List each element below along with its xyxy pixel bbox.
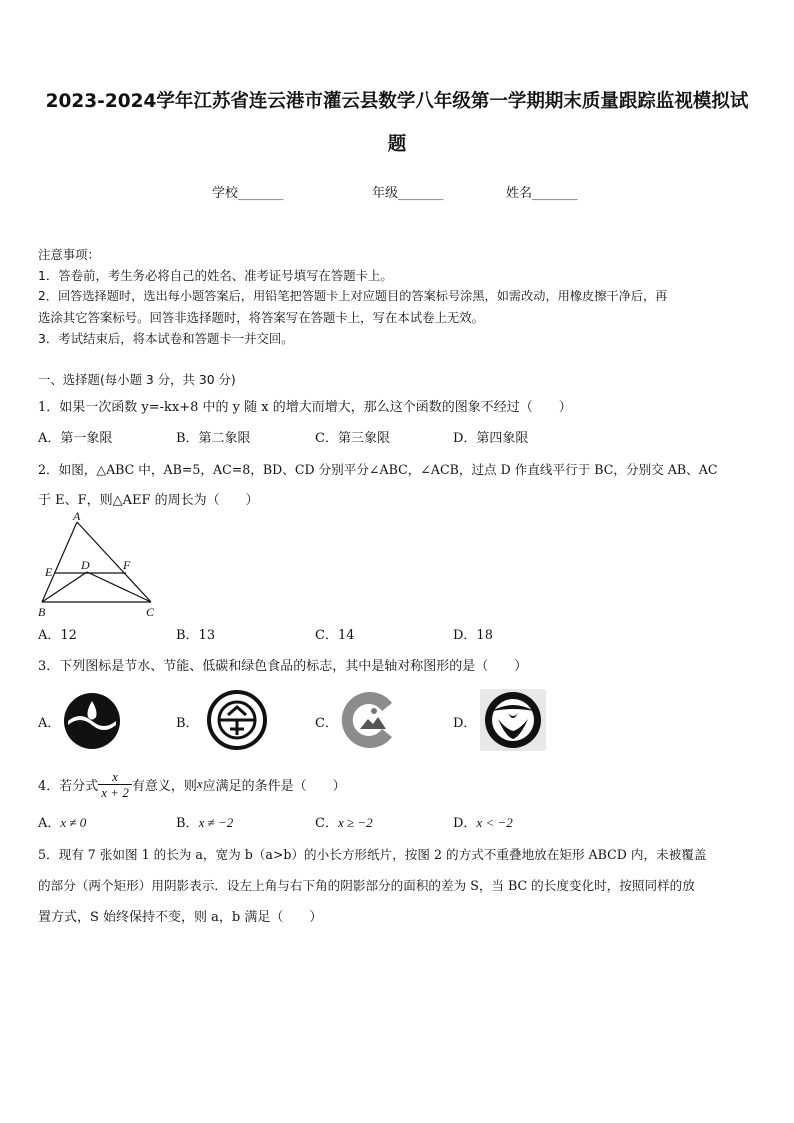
question-4-stem: [38, 764, 346, 804]
q4-option-a-expr: x ≠ 0: [60, 815, 87, 830]
low-carbon-logo-icon: [340, 689, 402, 751]
q1-option-b: B．第二象限: [176, 431, 251, 446]
q4-option-b: [176, 812, 233, 831]
q4-variable: x: [196, 776, 203, 791]
q2-option-d: D．18: [453, 628, 493, 643]
page-title-line2: 题: [387, 134, 407, 155]
school-field: 学校_______: [212, 186, 284, 201]
label-b: B: [38, 605, 46, 619]
q4-option-b-expr: x ≠ −2: [198, 815, 234, 830]
q4-option-b-label: B．: [176, 816, 199, 831]
q4-fraction: [98, 769, 132, 800]
q2-option-b: B．13: [176, 628, 216, 643]
label-a: A: [73, 509, 81, 523]
q2-option-a: A．12: [38, 628, 77, 643]
q4-option-c: [315, 812, 373, 831]
q3-option-c-label: C．: [315, 716, 338, 731]
question-5-line2: 的部分（两个矩形）用阴影表示．设左上角与右下角的阴影部分的面积的差为 S，当 BC 的长度变化时，按照同样的放: [38, 878, 695, 893]
q4-stem-prefix: 4．若分式: [38, 778, 99, 794]
question-5-line1: 5．现有 7 张如图 1 的长为 a，宽为 b（a>b）的小长方形纸片，按图 2 的方式不重叠地放在矩形 ABCD 内，未被覆盖: [38, 847, 707, 862]
q4-stem-end: 应满足的条件是（ ）: [202, 778, 346, 794]
q4-option-c-expr: x ≥ −2: [337, 815, 373, 830]
page-title-line1: 2023-2024学年江苏省连云港市灌云县数学八年级第一学期期末质量跟踪监视模拟试: [45, 91, 749, 112]
segment-cd: [87, 572, 151, 602]
energy-saving-logo-icon: [206, 689, 268, 751]
q4-option-d-expr: x < −2: [476, 815, 513, 830]
q3-option-a-label: A．: [38, 716, 61, 731]
q4-option-c-label: C．: [315, 816, 338, 831]
q1-option-d: D．第四象限: [453, 431, 529, 446]
q1-option-a: A．第一象限: [38, 431, 113, 446]
q4-option-d-label: D．: [453, 816, 477, 831]
q4-stem-suffix: 有意义，则: [131, 778, 197, 794]
q3-option-d-label: D．: [453, 716, 477, 731]
question-2-stem-line1: 2．如图，△ABC 中，AB=5，AC=8，BD、CD 分别平分∠ABC，∠ACB，过点 D 作直线平行于 BC，分别交 AB、AC: [38, 462, 718, 477]
q3-option-b-label: B．: [176, 716, 199, 731]
section-heading: 一、选择题(每小题 3 分，共 30 分): [38, 372, 236, 387]
label-f: F: [123, 558, 131, 572]
question-5-line3: 置方式，S 始终保持不变，则 a，b 满足（ ）: [38, 910, 323, 925]
q4-fraction-numerator: x: [112, 768, 118, 784]
label-d: D: [81, 558, 90, 572]
notes-item-2a: 2．回答选择题时，选出每小题答案后，用铅笔把答题卡上对应题目的答案标号涂黑，如需改动，用橡皮擦干净后，再: [38, 289, 668, 303]
notes-heading: 注意事项：: [38, 247, 100, 262]
q1-option-c: C．第三象限: [315, 431, 390, 446]
water-saving-logo-icon: [62, 691, 122, 751]
triangle-figure: [30, 510, 190, 620]
notes-item-1: 1．答卷前，考生务必将自己的姓名、准考证号填写在答题卡上。: [38, 268, 393, 283]
q4-fraction-denominator: x + 2: [98, 784, 132, 800]
question-1-stem: 1．如果一次函数 y=-kx+8 中的 y 随 x 的增大而增大，那么这个函数的图象不经过（ ）: [38, 400, 572, 415]
name-field: 姓名_______: [506, 186, 578, 201]
q4-option-a: [38, 812, 86, 831]
question-2-stem-line2: 于 E、F，则△AEF 的周长为（ ）: [38, 493, 259, 508]
q4-option-d: [453, 812, 513, 831]
question-3-stem: 3．下列图标是节水、节能、低碳和绿色食品的标志，其中是轴对称图形的是（ ）: [38, 659, 528, 674]
green-food-logo-icon: [480, 689, 546, 751]
label-e: E: [45, 565, 53, 579]
notes-item-3: 3．考试结束后，将本试卷和答题卡一并交回。: [38, 331, 294, 346]
label-c: C: [146, 605, 155, 619]
q2-option-c: C．14: [315, 628, 355, 643]
notes-item-2b: 选涂其它答案标号。回答非选择题时，将答案写在答题卡上，写在本试卷上无效。: [38, 310, 485, 325]
grade-field: 年级_______: [372, 186, 444, 201]
q4-option-a-label: A．: [38, 816, 61, 831]
